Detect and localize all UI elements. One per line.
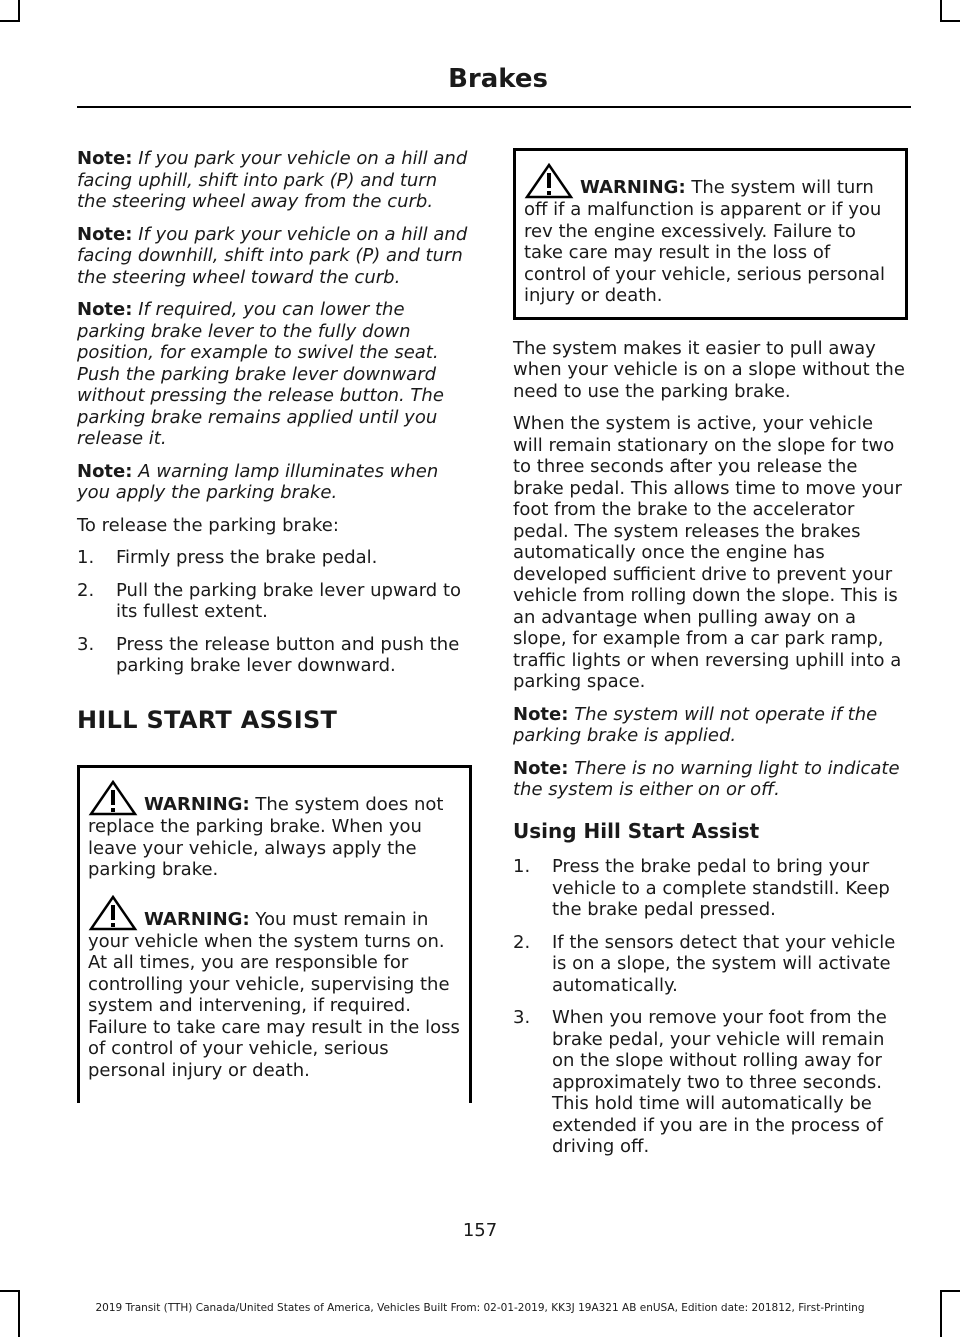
subheading: Using Hill Start Assist	[513, 818, 760, 843]
left-column	[77, 148, 472, 1103]
note: Note: The system will not operate if the parking brake is applied.	[513, 703, 878, 746]
crop-mark	[18, 0, 20, 22]
right-column	[513, 148, 908, 1169]
page-number: 157	[462, 1220, 498, 1241]
crop-mark	[0, 20, 20, 22]
header-divider	[77, 106, 911, 108]
warning: WARNING: You must remain in your vehicle when the system turns on. At all times, you are responsible for controlling your vehicle, supervising the system and intervening, if required. Failure to take care may result in the loss of control of your vehicle, serious personal injury or death.	[88, 895, 461, 1082]
note: Note: There is no warning light to indicate the system is either on or off.	[513, 757, 900, 800]
crop-mark	[940, 20, 960, 22]
usage-steps	[513, 856, 908, 1158]
list-item: 3. When you remove your foot from the brake pedal, your vehicle will remain on the slope without rolling away for approximately two to three seconds. This hold time will automatically be extended if you are in the process of driving off.	[513, 1007, 887, 1157]
note: Note: If you park your vehicle on a hill and facing downhill, shift into park (P) and turn the steering wheel toward the curb.	[77, 223, 468, 288]
warning-triangle-icon	[88, 895, 138, 931]
note: Note: If required, you can lower the parking brake lever to the fully down position, for example to swivel the seat. Push the parking brake lever downward without pressing the release button. The parking brake remains applied until you release it.	[77, 299, 444, 449]
list-item: 2. Pull the parking brake lever upward to its fullest extent.	[77, 579, 462, 622]
page-title: Brakes	[448, 64, 548, 94]
section-heading: HILL START ASSIST	[77, 705, 338, 734]
paragraph: The system makes it easier to pull away when your vehicle is on a slope without the need to use the parking brake.	[513, 337, 905, 402]
warning-triangle-icon	[88, 780, 138, 816]
paragraph: When the system is active, your vehicle will remain stationary on the slope for two to three seconds after you release the brake pedal. This allows time to move your foot from the brake to the accelerator pedal. The system releases the brakes automatically once the engine has developed sufficient drive to prevent your vehicle from rolling down the slope. This is an advantage when pulling away on a slope, for example from a car park ramp, traffic lights or when reversing uphill into a parking space.	[513, 413, 902, 692]
crop-mark	[940, 0, 942, 22]
warning-box: WARNING: The system will turn off if a malfunction is apparent or if you rev the engine excessively. Failure to take care may result in the loss of control of your vehicle, serious personal injury or death.	[513, 148, 908, 320]
release-intro: To release the parking brake:	[77, 514, 339, 536]
note: Note: A warning lamp illuminates when you apply the parking brake.	[77, 460, 439, 503]
warning: WARNING: The system does not replace the parking brake. When you leave your vehicle, always apply the parking brake.	[88, 780, 461, 881]
warning-triangle-icon	[524, 163, 574, 199]
crop-mark	[0, 1290, 20, 1292]
list-item: 1. Firmly press the brake pedal.	[77, 547, 378, 568]
note: Note: If you park your vehicle on a hill and facing uphill, shift into park (P) and turn the steering wheel away from the curb.	[77, 148, 468, 212]
edition-line: 2019 Transit (TTH) Canada/United States of America, Vehicles Built From: 02-01-2019, KK3J 19A321 AB enUSA, Edition date: 201812, First-Printing	[95, 1302, 865, 1314]
release-steps	[77, 547, 472, 677]
list-item: 1. Press the brake pedal to bring your vehicle to a complete standstill. Keep the brake pedal pressed.	[513, 856, 890, 920]
list-item: 2. If the sensors detect that your vehicle is on a slope, the system will activate automatically.	[513, 931, 896, 996]
warning-box	[77, 765, 472, 1103]
crop-mark	[940, 1290, 960, 1292]
list-item: 3. Press the release button and push the parking brake lever downward.	[77, 633, 460, 676]
